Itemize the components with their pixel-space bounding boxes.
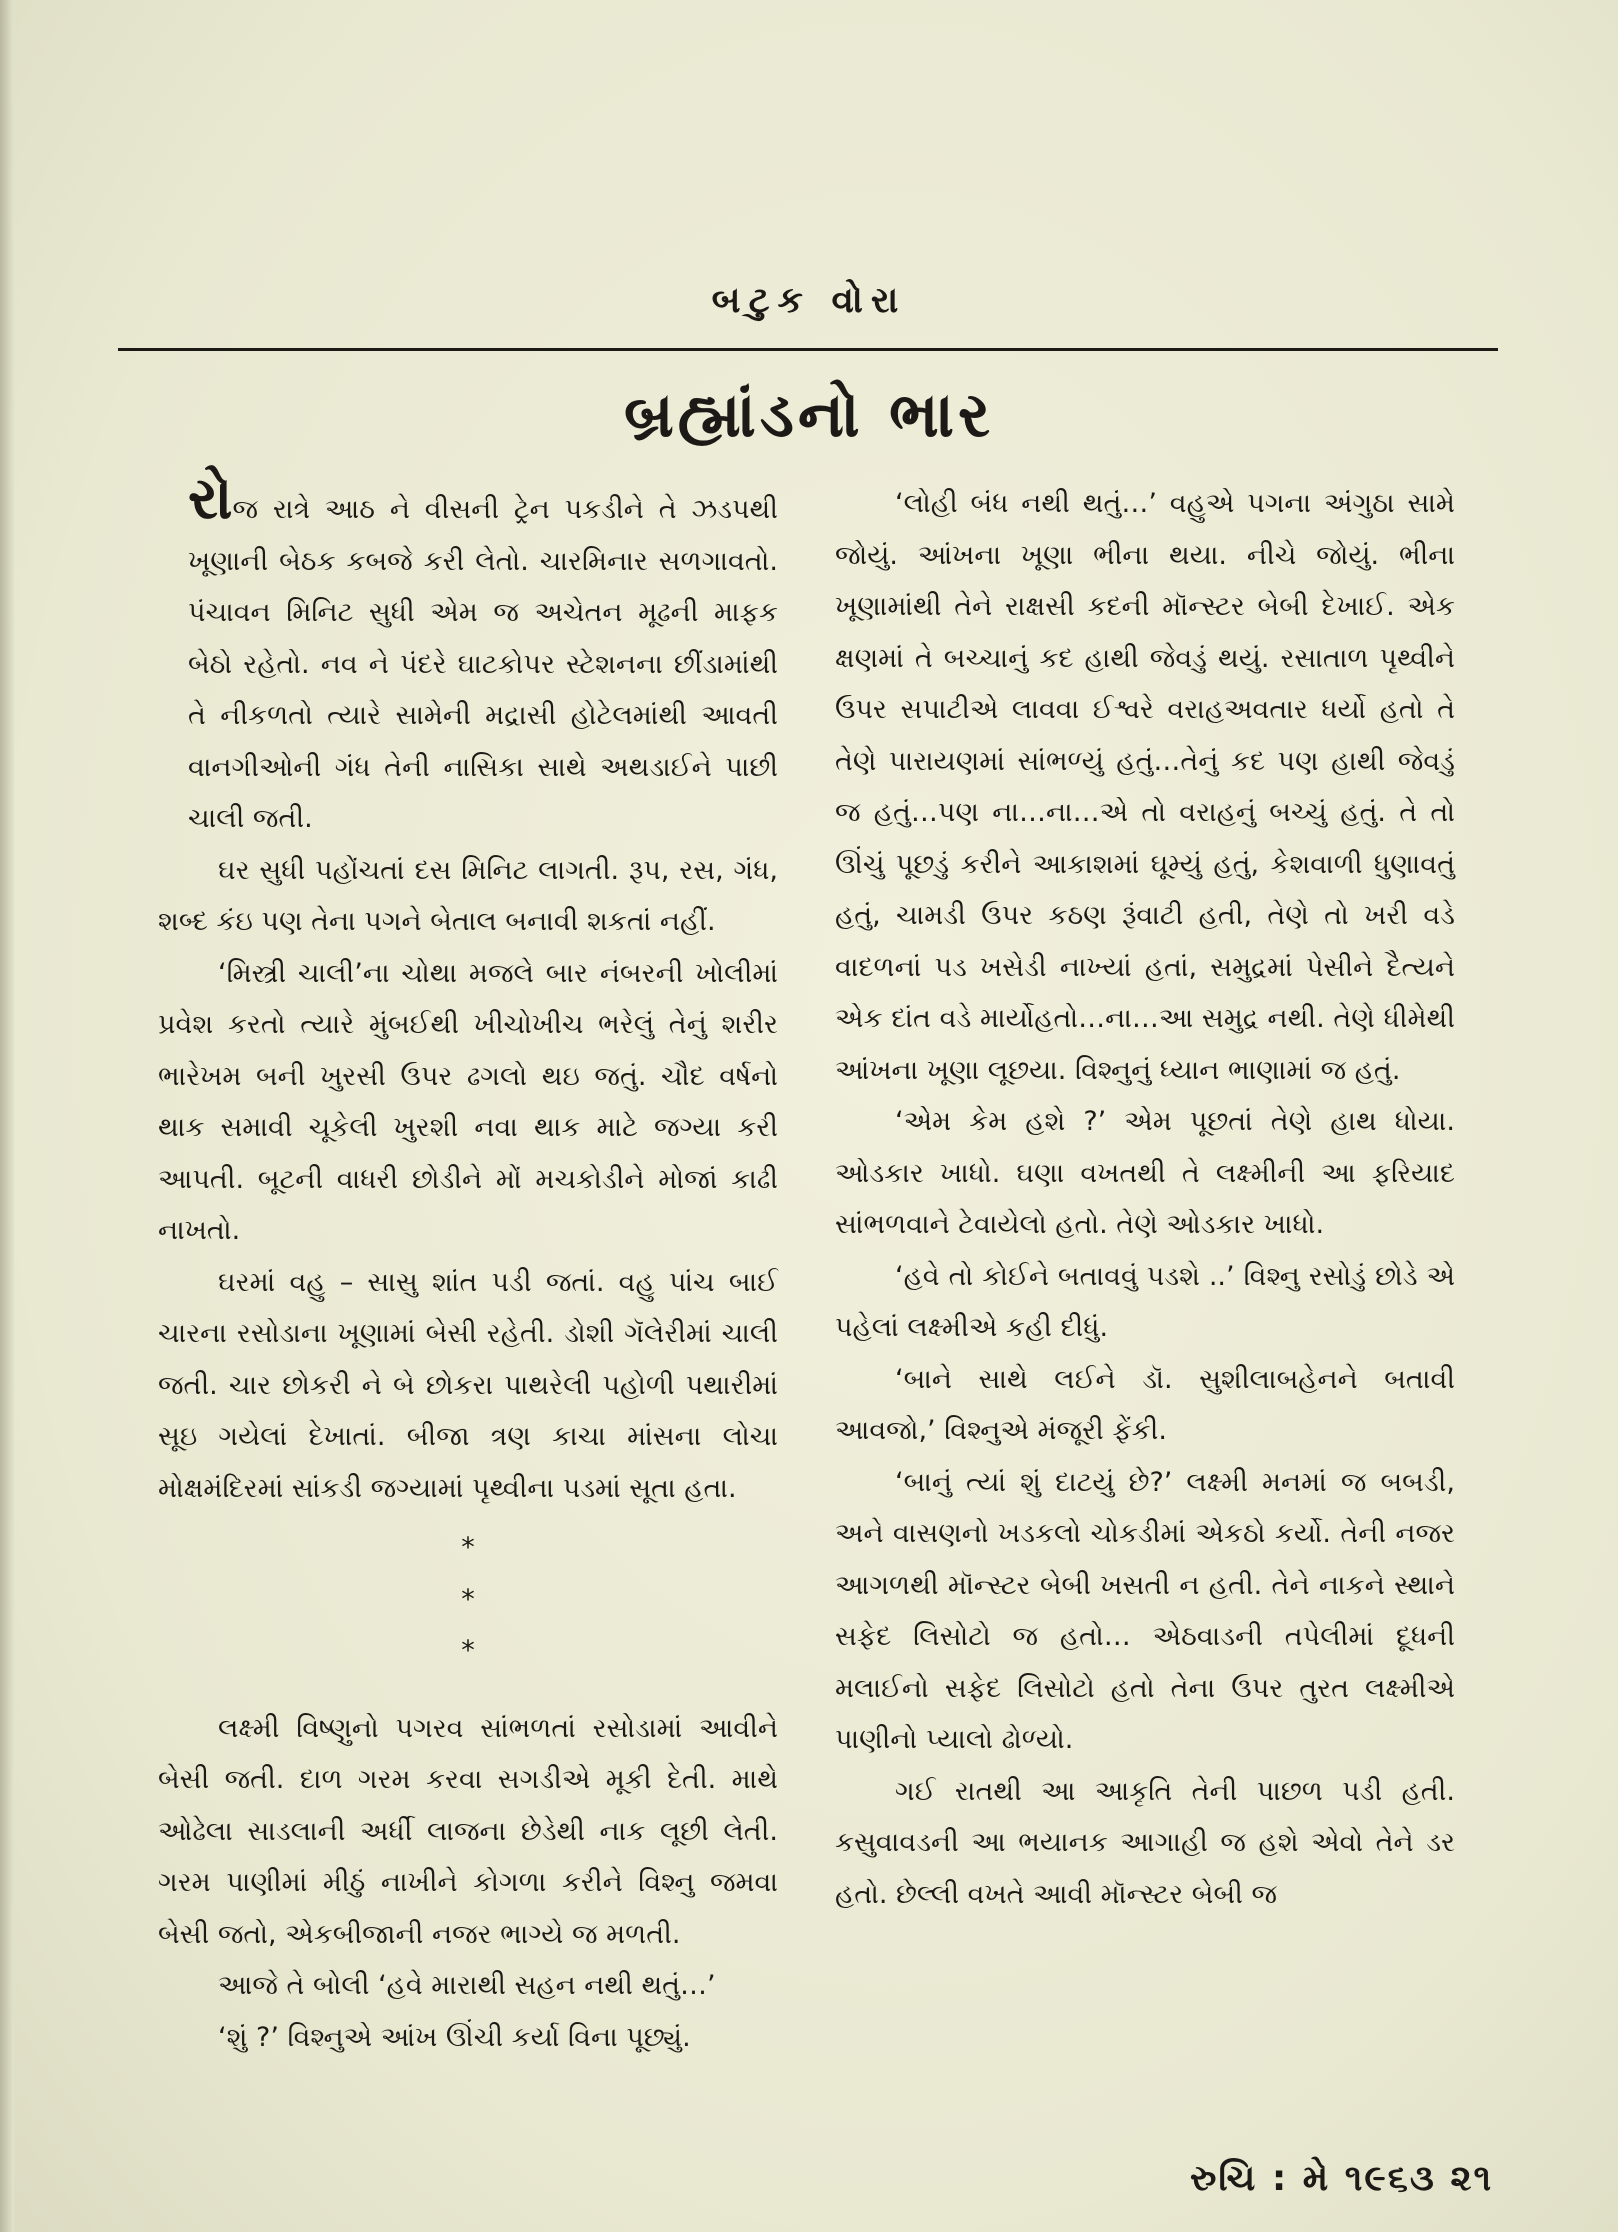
paragraph: લક્ષ્મી વિષ્ણુનો પગરવ સાંભળતાં રસોડામાં આવીને બેસી જતી. દાળ ગરમ કરવા સગડીએ મૂકી દેતી. માથે ઓઢેલા સાડલાની અર્ધી લાજના છેડેથી નાક લૂછી લેતી. ગરમ પાણીમાં મીઠું નાખીને કોગળા કરીને વિશ્નુ જમવા બેસી જતો, એકબીજાની નજર ભાગ્યે જ મળતી. xyxy=(158,1712,778,1950)
drop-cap: રો xyxy=(188,464,233,532)
page-binding-edge xyxy=(0,0,14,2232)
section-divider: * * * xyxy=(461,1532,645,1666)
paragraph: ઘરમાં વહુ – સાસુ શાંત પડી જતાં. વહુ પાંચ બાઈ ચારના રસોડાના ખૂણામાં બેસી રહેતી. ડોશી ગૅલેરીમાં ચાલી જતી. ચાર છોકરી ને બે છોકરા પાથરેલી પહોળી પથારીમાં સૂઇ ગયેલાં દેખાતાં. બીજા ત્રણ કાચા માંસના લોચા મોક્ષમંદિરમાં સાંકડી જગ્યામાં પૃથ્વીના પડમાં સૂતા હતા. xyxy=(158,1266,778,1504)
story-title: બ્રહ્માંડનો ભાર xyxy=(623,378,995,451)
paragraph: ‘હવે તો કોઈને બતાવવું પડશે ..’ વિશ્નુ રસોડું છોડે એ પહેલાં લક્ષ્મીએ કહી દીધું. xyxy=(835,1260,1455,1343)
paragraph: આજે તે બોલી ‘હવે મારાથી સહન નથી થતું…’ xyxy=(218,1970,716,2001)
paragraph: ‘બાનું ત્યાં શું દાટયું છે?’ લક્ષ્મી મનમાં જ બબડી, અને વાસણનો ખડકલો ચોકડીમાં એકઠો કર્યો. તેની નજર આગળથી મૉન્સ્ટર બેબી ખસતી ન હતી. તેને નાકને સ્થાને સફેદ લિસોટો જ હતો… એઠવાડની તપેલીમાં દૂધની મલાઈનો સફેદ લિસોટો હતો તેના ઉપર તુરત લક્ષ્મીએ પાણીનો પ્યાલો ઢોળ્યો. xyxy=(835,1466,1455,1755)
header-rule xyxy=(118,348,1498,351)
page-footer: રુચિ : મે ૧૯૬૩ ૨૧ xyxy=(1190,2158,1494,2199)
paragraph: ગઈ રાતથી આ આકૃતિ તેની પાછળ પડી હતી. કસુવાવડની આ ભયાનક આગાહી જ હશે એવો તેને ડર હતો. છેલ્લી વખતે આવી મૉન્સ્ટર બેબી જ xyxy=(835,1775,1455,1910)
paragraph: ‘મિસ્ત્રી ચાલી’ના ચોથા મજલે બાર નંબરની ખોલીમાં પ્રવેશ કરતો ત્યારે મુંબઈથી ખીચોખીચ ભરેલું તેનું શરીર ભારેખમ બની ખુરસી ઉપર ઢગલો થઇ જતું. ચૌદ વર્ષનો થાક સમાવી ચૂકેલી ખુરશી નવા થાક માટે જગ્યા કરી આપતી. બૂટની વાધરી છોડીને મોં મચકોડીને મોજાં કાઢી નાખતો. xyxy=(158,957,778,1246)
paragraph xyxy=(158,464,778,845)
paragraph: ‘શું ?’ વિશ્નુએ આંખ ઊંચી કર્યા વિના પૂછ્યું. xyxy=(218,2021,691,2053)
author-name: બટુક વોરા xyxy=(711,280,907,321)
paragraph: ઘર સુધી પહોંચતાં દસ મિનિટ લાગતી. રૂપ, રસ, ગંધ, શબ્દ કંઇ પણ તેના પગને બેતાલ બનાવી શકતાં નહીં. xyxy=(158,854,778,937)
right-column xyxy=(835,478,1455,1920)
paragraph-text: જ રાત્રે આઠ ને વીસની ટ્રેન પકડીને તે ઝડપથી ખૂણાની બેઠક કબજે કરી લેતો. ચારમિનાર સળગાવતો. પંચાવન મિનિટ સુધી એમ જ અચેતન મૂઢની માફક બેઠો રહેતો. નવ ને પંદરે ઘાટકોપર સ્ટેશનના છીંડામાંથી તે નીકળતો ત્યારે સામેની મદ્રાસી હોટેલમાંથી આવતી વાનગીઓની ગંધ તેની નાસિકા સાથે અથડાઈને પાછી ચાલી જતી. xyxy=(188,494,778,834)
paragraph: ‘બાને સાથે લઈને ડૉ. સુશીલાબહેનને બતાવી આવજો,’ વિશ્નુએ મંજૂરી ફેંકી. xyxy=(835,1363,1455,1446)
left-column xyxy=(158,464,778,2063)
paragraph: ‘લોહી બંધ નથી થતું…’ વહુએ પગના અંગુઠા સામે જોયું. આંખના ખૂણા ભીના થયા. નીચે જોયું. ભીના ખૂણામાંથી તેને રાક્ષસી કદની મૉન્સ્ટર બેબી દેખાઈ. એક ક્ષણમાં તે બચ્ચાનું કદ હાથી જેવડું થયું. રસાતાળ પૃથ્વીને ઉપર સપાટીએ લાવવા ઈશ્વરે વરાહઅવતાર ધર્યો હતો તે તેણે પારાયણમાં સાંભળ્યું હતું…તેનું કદ પણ હાથી જેવડું જ હતું…પણ ના…ના…એ તો વરાહનું બચ્ચું હતું. તે તો ઊંચું પૂછડું કરીને આકાશમાં ઘૂમ્યું હતું, કેશવાળી ધુણાવતું હતું, ચામડી ઉપર કઠણ રૂંવાટી હતી, તેણે તો ખરી વડે વાદળનાં પડ ખસેડી નાખ્યાં હતાં, સમુદ્રમાં પેસીને દૈત્યને એક દાંત વડે માર્યોહતો…ના…આ સમુદ્ર નથી. તેણે ધીમેથી આંખના ખૂણા લૂછયા. વિશ્નુનું ધ્યાન ભાણામાં જ હતું. xyxy=(835,488,1455,1086)
paragraph: ‘એમ કેમ હશે ?’ એમ પૂછતાં તેણે હાથ ધોયા. ઓડકાર ખાધો. ઘણા વખતથી તે લક્ષ્મીની આ ફરિયાદ સાંભળવાને ટેવાયેલો હતો. તેણે ઓડકાર ખાધો. xyxy=(835,1106,1455,1240)
